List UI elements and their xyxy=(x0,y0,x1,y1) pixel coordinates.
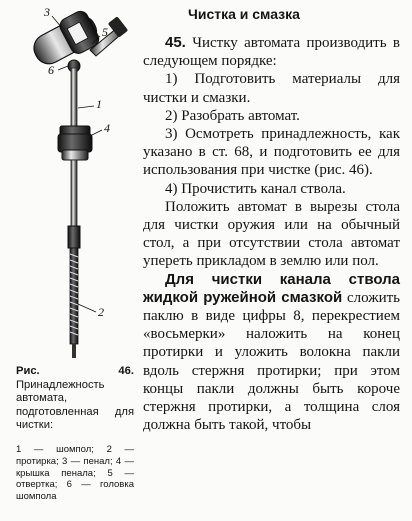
body-text xyxy=(143,34,400,434)
caption-label: Рис. 46. xyxy=(16,365,134,377)
callout-5: 5 xyxy=(102,25,108,39)
bore-cleaning-text: сложить паклю в виде цифры 8, перекрестием «восьмерки» наложить на конец протирки и уложить волокна пакли вдоль стержня протирки; при этом концы пакли должны быть короче стержня протирки, а толщина слоя должна быть такой, чтобы xyxy=(143,289,401,434)
case-part xyxy=(27,8,103,73)
callout-3: 3 xyxy=(44,5,50,19)
wiper-part xyxy=(70,248,78,358)
step-1: 1) Подготовить материалы для чистки и смазки. xyxy=(143,71,400,106)
paragraph-45 xyxy=(143,34,400,70)
paragraph-bore-cleaning xyxy=(143,271,400,435)
paragraph-number: 45. xyxy=(165,34,186,51)
step-4: 4) Прочистить канал ствола. xyxy=(165,180,346,197)
paragraph-table: Положить автомат в вырезы стола для чистки оружия или на обычный стол, а при отсутствии стола автомат упереть прикладом в землю или пол. xyxy=(143,198,400,270)
callout-2: 2 xyxy=(98,305,104,319)
case-cap-part xyxy=(58,126,92,160)
paragraph-45-text: Чистку автомата производить в следующем порядке: xyxy=(143,35,400,70)
bore-cleaning-lead: Для чистки канала ствола жидкой ружейной смазкой xyxy=(143,270,400,306)
cleaning-rod-part xyxy=(71,68,77,130)
section-heading: Чистка и смазка xyxy=(188,6,300,22)
cleaning-kit-illustration xyxy=(4,4,134,364)
step-2: 2) Разобрать автомат. xyxy=(165,107,300,124)
figure-legend: 1 — шомпол; 2 — протирка; 3 — пенал; 4 — крышка пенала; 5 — отвертка; 6 — головка шомпола xyxy=(16,444,134,503)
figure-caption xyxy=(16,365,134,433)
step-3: 3) Осмотреть принадлежность, как указано в ст. 68, и подготовить ее для использования при чистке (рис. 46). xyxy=(143,126,400,179)
callout-4: 4 xyxy=(104,121,110,135)
callout-1: 1 xyxy=(96,97,102,111)
callout-6: 6 xyxy=(48,63,54,77)
figure-46-cleaning-kit xyxy=(4,4,134,364)
caption-text: Принадлежность автомата, подготовленная для чистки: xyxy=(16,378,134,431)
